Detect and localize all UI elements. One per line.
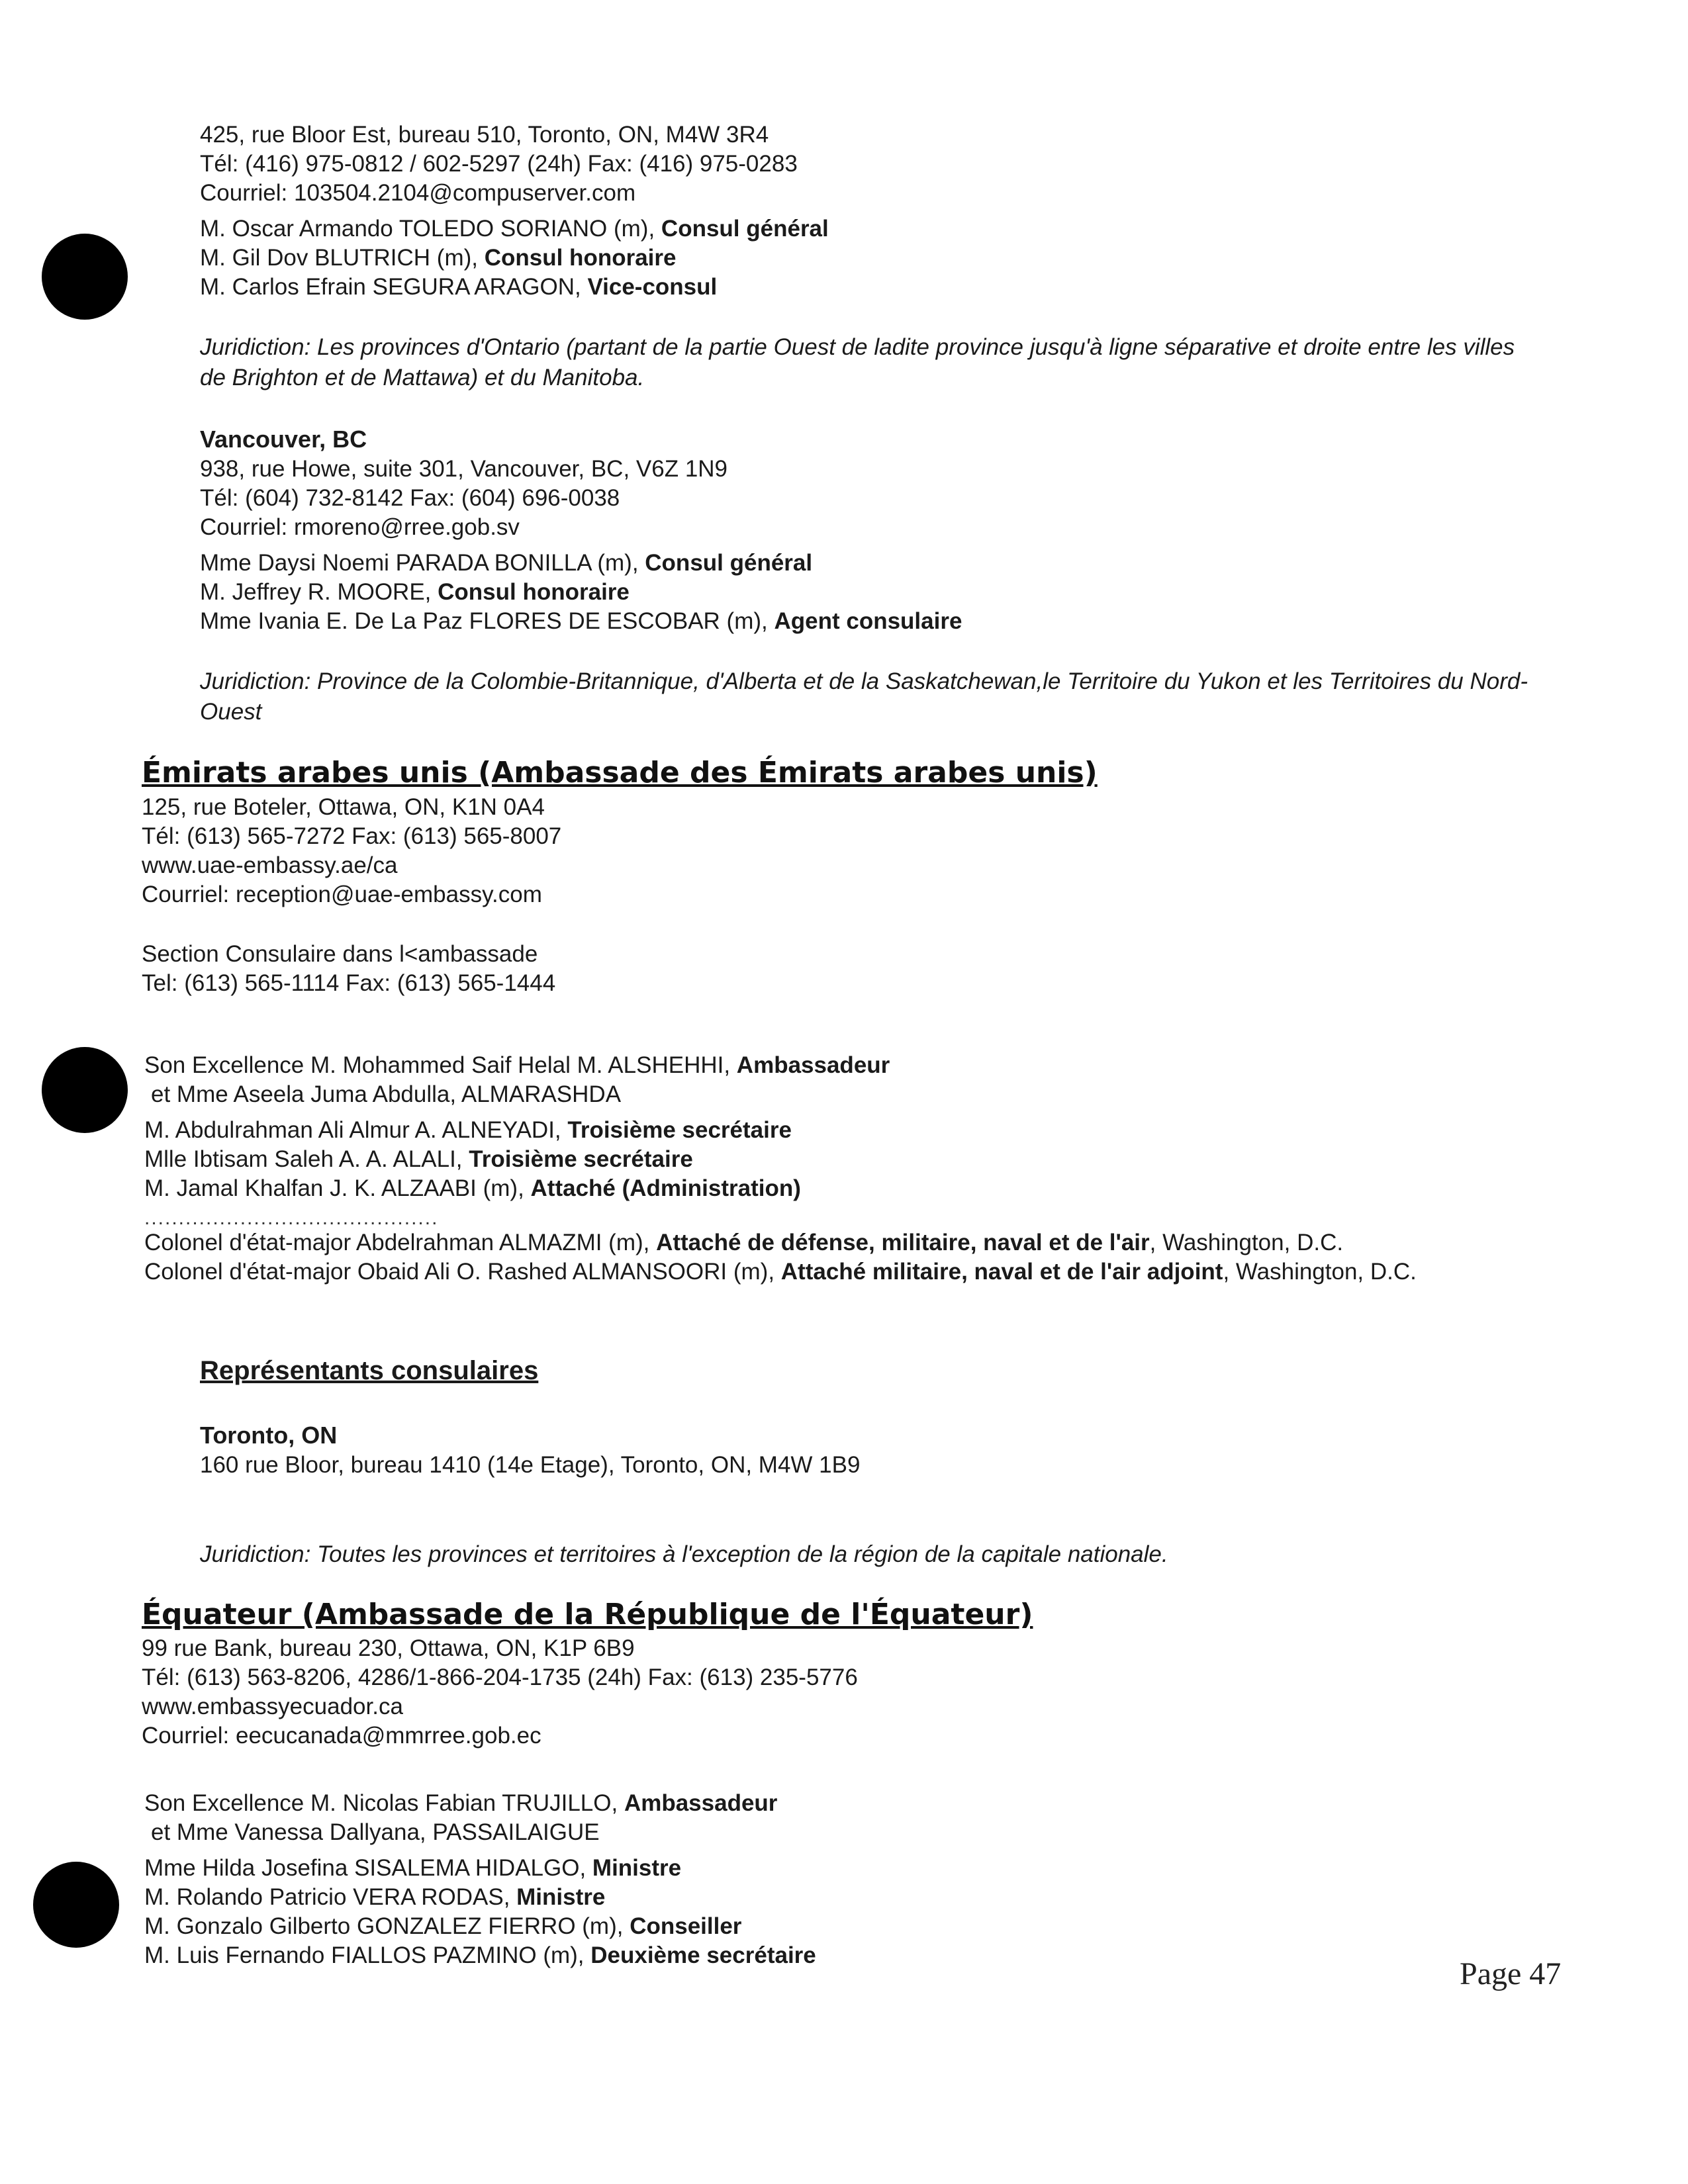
email: Courriel: eecucanada@mmrree.gob.ec	[142, 1723, 541, 1749]
staff-entry: Mme Ivania E. De La Paz FLORES DE ESCOBAR (m), Agent consulaire	[200, 608, 962, 634]
city-title: Toronto, ON	[200, 1422, 338, 1449]
section-heading-uae: Émirats arabes unis (Ambassade des Émirats arabes unis)	[142, 756, 1098, 790]
staff-entry: M. Rolando Patricio VERA RODAS, Ministre	[144, 1884, 606, 1910]
staff-entry: M. Gil Dov BLUTRICH (m), Consul honoraire	[200, 245, 677, 271]
staff-entry: M. Gonzalo Gilberto GONZALEZ FIERRO (m), Conseiller	[144, 1913, 742, 1939]
telephone: Tél: (613) 565-7272 Fax: (613) 565-8007	[142, 823, 562, 849]
email: Courriel: reception@uae-embassy.com	[142, 882, 542, 907]
telephone: Tél: (416) 975-0812 / 602-5297 (24h) Fax: (416) 975-0283	[200, 151, 798, 177]
consular-representatives-heading: Représentants consulaires	[200, 1356, 539, 1385]
punch-hole-bottom	[33, 1862, 119, 1948]
ecuador-embassy-contact	[142, 1634, 858, 1751]
staff-entry: M. Oscar Armando TOLEDO SORIANO (m), Consul général	[200, 216, 829, 242]
ambassador-entry: Son Excellence M. Mohammed Saif Helal M. ALSHEHHI, Ambassadeur	[144, 1052, 890, 1078]
punch-hole-middle	[42, 1047, 128, 1133]
staff-entry: Mme Hilda Josefina SISALEMA HIDALGO, Ministre	[144, 1855, 682, 1881]
staff-entry: M. Abdulrahman Ali Almur A. ALNEYADI, Troisième secrétaire	[144, 1117, 792, 1143]
email: Courriel: rmoreno@rree.gob.sv	[200, 514, 520, 540]
website: www.uae-embassy.ae/ca	[142, 852, 398, 878]
ambassador-entry: Son Excellence M. Nicolas Fabian TRUJILLO, Ambassadeur	[144, 1790, 778, 1816]
staff-entry: M. Luis Fernando FIALLOS PAZMINO (m), Deuxième secrétaire	[144, 1942, 816, 1968]
telephone: Tél: (613) 563-8206, 4286/1-866-204-1735 (24h) Fax: (613) 235-5776	[142, 1664, 858, 1690]
toronto-representative-block	[200, 1420, 860, 1480]
address: 99 rue Bank, bureau 230, Ottawa, ON, K1P 6B9	[142, 1635, 635, 1661]
telephone: Tél: (604) 732-8142 Fax: (604) 696-0038	[200, 485, 620, 511]
uae-embassy-contact	[142, 793, 561, 909]
staff-entry: Mlle Ibtisam Saleh A. A. ALALI, Troisième secrétaire	[144, 1146, 693, 1172]
staff-entry: M. Jamal Khalfan J. K. ALZAABI (m), Attaché (Administration)	[144, 1175, 801, 1201]
website: www.embassyecuador.ca	[142, 1694, 403, 1719]
military-attache-entry: Colonel d'état-major Abdelrahman ALMAZMI (m), Attaché de défense, militaire, naval et de l'air, Washington, D.C.	[144, 1230, 1344, 1255]
military-attache-entry: Colonel d'état-major Obaid Ali O. Rashed ALMANSOORI (m), Attaché militaire, naval et de l'air adjoint, Washington, D.C.	[144, 1259, 1417, 1285]
page-number: Page 47	[1460, 1956, 1562, 1991]
jurisdiction-note: Juridiction: Les provinces d'Ontario (partant de la partie Ouest de ladite province jusqu'à ligne séparative et droite entre les villes de Brighton et de Mattawa) et du Manitoba.	[200, 334, 1515, 390]
jurisdiction-note: Juridiction: Province de la Colombie-Britannique, d'Alberta et de la Saskatchewan,le Territoire du Yukon et les Territoires du Nord-Ouest	[200, 668, 1528, 725]
spouse-entry: et Mme Aseela Juma Abdulla, ALMARASHDA	[151, 1081, 622, 1107]
consular-section-label: Section Consulaire dans l<ambassade	[142, 941, 538, 967]
address: 160 rue Bloor, bureau 1410 (14e Etage), Toronto, ON, M4W 1B9	[200, 1452, 861, 1478]
vancouver-consulate-block	[200, 424, 962, 636]
toronto-consulate-block	[200, 120, 829, 302]
punch-hole-top	[42, 234, 128, 320]
address: 938, rue Howe, suite 301, Vancouver, BC, V6Z 1N9	[200, 456, 728, 482]
uae-consular-section	[142, 940, 555, 998]
consular-telephone: Tel: (613) 565-1114 Fax: (613) 565-1444	[142, 970, 556, 996]
section-heading-ecuador: Équateur (Ambassade de la République de l'Équateur)	[142, 1598, 1033, 1631]
spouse-entry: et Mme Vanessa Dallyana, PASSAILAIGUE	[151, 1819, 600, 1845]
staff-entry: M. Jeffrey R. MOORE, Consul honoraire	[200, 579, 630, 605]
staff-entry: Mme Daysi Noemi PARADA BONILLA (m), Consul général	[200, 550, 813, 576]
email: Courriel: 103504.2104@compuserver.com	[200, 180, 636, 206]
separator-dots: ...........................................	[144, 1207, 439, 1229]
staff-entry: M. Carlos Efrain SEGURA ARAGON, Vice-consul	[200, 274, 718, 300]
jurisdiction-note: Juridiction: Toutes les provinces et territoires à l'exception de la région de la capitale nationale.	[200, 1541, 1168, 1567]
address: 425, rue Bloor Est, bureau 510, Toronto, ON, M4W 3R4	[200, 122, 769, 148]
uae-staff-list	[144, 1051, 1417, 1287]
ecuador-staff-list	[144, 1789, 816, 1970]
city-title: Vancouver, BC	[200, 426, 367, 453]
address: 125, rue Boteler, Ottawa, ON, K1N 0A4	[142, 794, 545, 820]
